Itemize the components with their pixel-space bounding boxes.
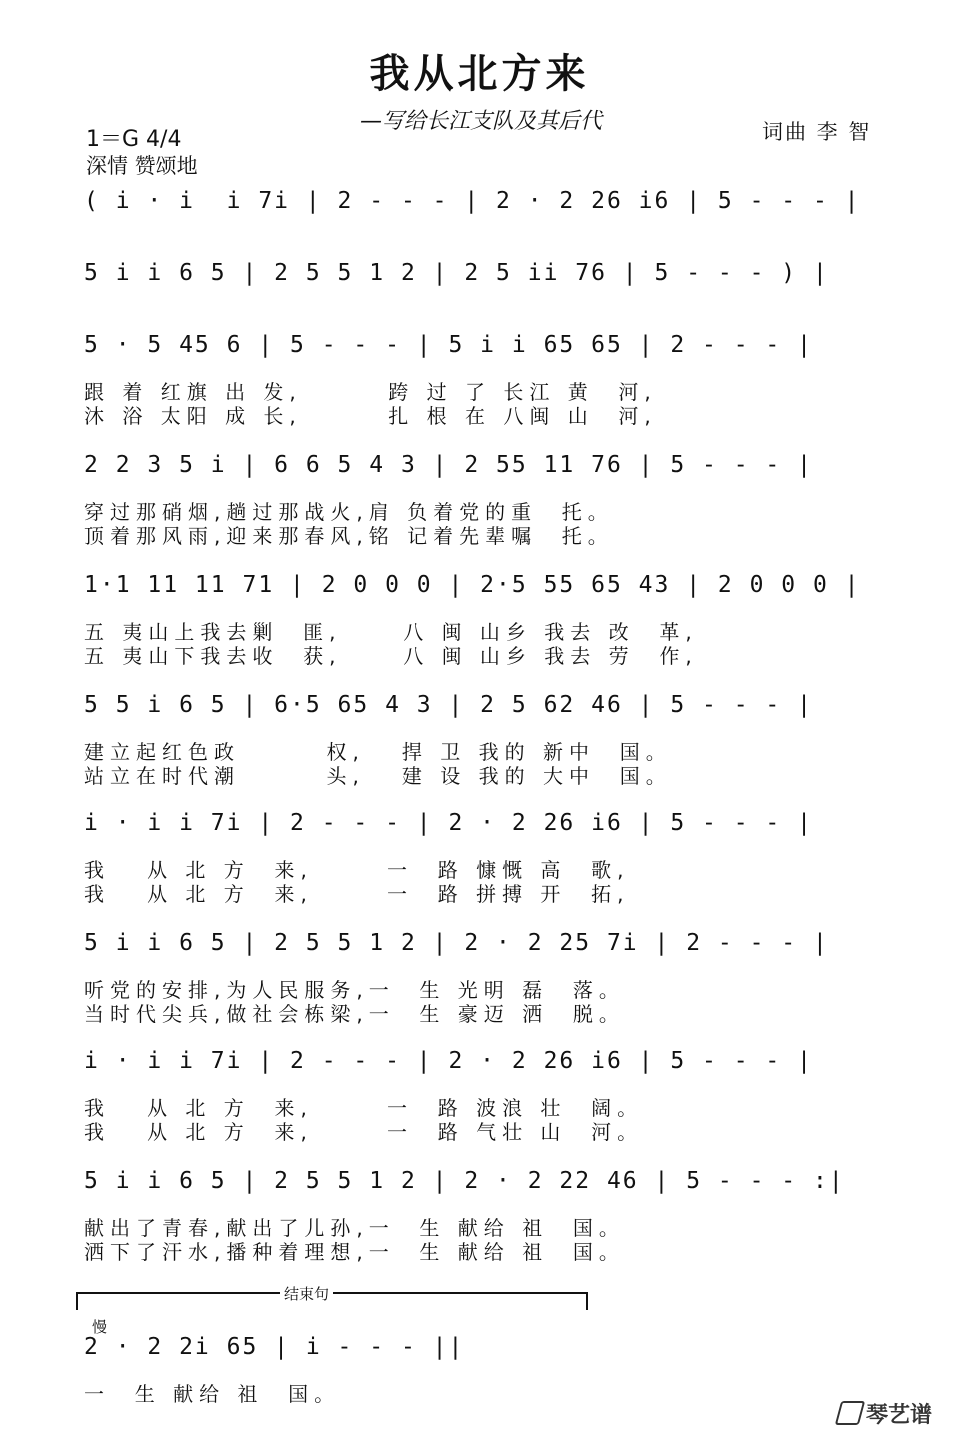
- lyric-line-2: 当时代尖兵,做社会栋梁,一 生 豪迈 洒 脱。: [84, 1002, 625, 1024]
- notation-line: 5 5 i 6 5 | 6·5 65 4 3 | 2 5 62 46 | 5 - - - |: [84, 692, 813, 718]
- lyric-line-2: 五 夷山下我去收 获, 八 闽 山乡 我去 劳 作,: [84, 644, 698, 666]
- page-title: 我从北方来: [369, 51, 590, 97]
- lyric-line-2: 站立在时代潮 头, 建 设 我的 大中 国。: [84, 764, 672, 786]
- lyric-line-2: 我 从 北 方 来, 一 路 气壮 山 河。: [84, 1120, 644, 1142]
- lyric-line-1: 跟 着 红旗 出 发, 跨 过 了 长江 黄 河,: [84, 380, 657, 402]
- slow-tempo-mark: 慢: [92, 1318, 108, 1336]
- lyric-line-2: 我 从 北 方 来, 一 路 拼搏 开 拓,: [84, 882, 630, 904]
- watermark: [838, 1398, 932, 1429]
- composer-credit: 词曲 李 智: [762, 120, 872, 144]
- subtitle: —写给长江支队及其后代: [360, 109, 603, 134]
- notation-line: 2 · 2 2i 65 | i - - - ||: [84, 1334, 465, 1360]
- notation-line: ( i · i i 7i | 2 - - - | 2 · 2 26 i6 | 5 - - - |: [84, 188, 861, 214]
- lyric-line-2: 沐 浴 太阳 成 长, 扎 根 在 八闽 山 河,: [84, 404, 657, 426]
- lyric-line-1: 建立起红色政 权, 捍 卫 我的 新中 国。: [84, 740, 672, 762]
- tempo-marking: 深情 赞颂地: [86, 154, 198, 178]
- logo-icon: [835, 1401, 865, 1425]
- notation-line: 5 i i 6 5 | 2 5 5 1 2 | 2 5 ii 76 | 5 - - - ) |: [84, 260, 829, 286]
- lyric-line-2: 顶着那风雨,迎来那春风,铭 记着先辈嘱 托。: [84, 524, 614, 546]
- notation-line: i · i i 7i | 2 - - - | 2 · 2 26 i6 | 5 - - - |: [84, 810, 813, 836]
- lyric-line-1: 听党的安排,为人民服务,一 生 光明 磊 落。: [84, 978, 625, 1000]
- notation-line: 5 i i 6 5 | 2 5 5 1 2 | 2 · 2 25 7i | 2 - - - |: [84, 930, 829, 956]
- notation-line: i · i i 7i | 2 - - - | 2 · 2 26 i6 | 5 - - - |: [84, 1048, 813, 1074]
- notation-line: 5 i i 6 5 | 2 5 5 1 2 | 2 · 2 22 46 | 5 - - - :|: [84, 1168, 845, 1194]
- lyric-line-2: 洒下了汗水,播种着理想,一 生 献给 祖 国。: [84, 1240, 625, 1262]
- coda-label: 结束句: [280, 1283, 333, 1304]
- watermark-text: 琴艺谱: [866, 1403, 933, 1428]
- lyric-line-1: 我 从 北 方 来, 一 路 波浪 壮 阔。: [84, 1096, 644, 1118]
- lyric-line-1: 五 夷山上我去剿 匪, 八 闽 山乡 我去 改 革,: [84, 620, 698, 642]
- notation-line: 5 · 5 45 6 | 5 - - - | 5 i i 65 65 | 2 - - - |: [84, 332, 813, 358]
- lyric-line-1: 穿过那硝烟,趟过那战火,肩 负着党的重 托。: [84, 500, 614, 522]
- lyric-line-1: 我 从 北 方 来, 一 路 慷慨 高 歌,: [84, 858, 630, 880]
- notation-line: 2 2 3 5 i | 6 6 5 4 3 | 2 55 11 76 | 5 - - - |: [84, 452, 813, 478]
- lyric-line-1: 一 生 献给 祖 国。: [84, 1382, 341, 1404]
- notation-line: 1·1 11 11 71 | 2 0 0 0 | 2·5 55 65 43 | 2 0 0 0 |: [84, 572, 861, 598]
- lyric-line-1: 献出了青春,献出了儿孙,一 生 献给 祖 国。: [84, 1216, 625, 1238]
- key-signature: 1＝G 4/4: [86, 127, 182, 152]
